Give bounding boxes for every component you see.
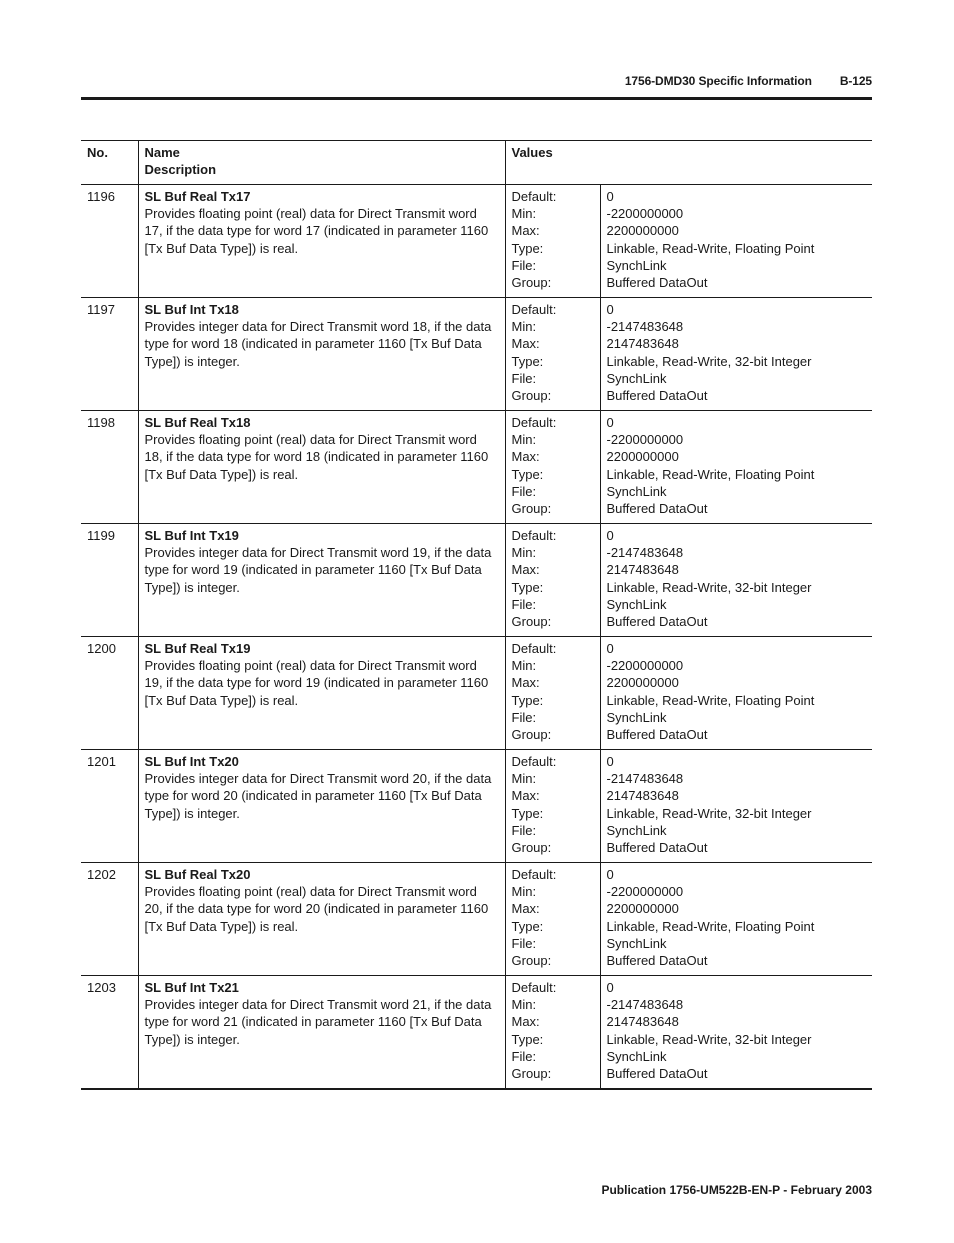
value-cells (600, 750, 872, 863)
label-file: File: (511, 709, 537, 725)
value-file: SynchLink (606, 822, 667, 838)
label-min: Min: (511, 771, 537, 787)
parameter-description: Provides floating point (real) data for Direct Transmit word 20, if the data type for word 20 (indicated in parameter 1160 [Tx Buf Data Type]) is real. (144, 884, 489, 934)
label-max: Max: (511, 788, 540, 804)
label-min: Min: (511, 545, 537, 561)
label-type: Type: (511, 805, 544, 821)
parameter-description: Provides integer data for Direct Transmit word 19, if the data type for word 19 (indicated in parameter 1160 [Tx Buf Data Type]) is integer. (144, 545, 492, 595)
label-min: Min: (511, 432, 537, 448)
label-max: Max: (511, 449, 540, 465)
label-group: Group: (511, 275, 552, 291)
parameter-name: SL Buf Real Tx18 (144, 415, 251, 430)
label-min: Min: (511, 884, 537, 900)
value-max: 2200000000 (606, 901, 679, 917)
table-row (81, 411, 872, 524)
value-max: 2147483648 (606, 336, 679, 352)
parameter-description: Provides floating point (real) data for Direct Transmit word 17, if the data type for word 17 (indicated in parameter 1160 [Tx Buf Data Type]) is real. (144, 206, 489, 256)
label-min: Min: (511, 206, 537, 222)
label-max: Max: (511, 336, 540, 352)
label-group: Group: (511, 953, 552, 969)
parameter-name-cell (138, 411, 505, 524)
value-type: Linkable, Read-Write, Floating Point (606, 240, 815, 256)
parameter-description: Provides integer data for Direct Transmit word 20, if the data type for word 20 (indicated in parameter 1160 [Tx Buf Data Type]) is integer. (144, 771, 492, 821)
value-group: Buffered DataOut (606, 501, 708, 517)
value-file: SynchLink (606, 709, 667, 725)
value-min: -2147483648 (606, 997, 684, 1013)
page-header (81, 74, 872, 88)
value-labels (505, 298, 600, 411)
value-group: Buffered DataOut (606, 727, 708, 743)
label-group: Group: (511, 501, 552, 517)
label-default: Default: (511, 754, 557, 769)
label-max: Max: (511, 901, 540, 917)
value-file: SynchLink (606, 935, 667, 951)
value-min: -2200000000 (606, 206, 684, 222)
value-default: 0 (606, 867, 614, 882)
label-min: Min: (511, 319, 537, 335)
table-row (81, 185, 872, 298)
parameter-number: 1199 (81, 524, 138, 637)
label-type: Type: (511, 1031, 544, 1047)
header-values: Values (505, 141, 872, 185)
label-type: Type: (511, 466, 544, 482)
parameter-name: SL Buf Real Tx19 (144, 641, 251, 656)
value-group: Buffered DataOut (606, 953, 708, 969)
header-no: No. (81, 141, 138, 185)
label-group: Group: (511, 727, 552, 743)
value-labels (505, 524, 600, 637)
parameter-number: 1202 (81, 863, 138, 976)
publication-footer: Publication 1756-UM522B-EN-P - February 2003 (601, 1183, 872, 1197)
value-default: 0 (606, 980, 614, 995)
label-type: Type: (511, 692, 544, 708)
value-group: Buffered DataOut (606, 840, 708, 856)
value-max: 2200000000 (606, 449, 679, 465)
value-labels (505, 637, 600, 750)
value-min: -2147483648 (606, 771, 684, 787)
label-min: Min: (511, 658, 537, 674)
label-type: Type: (511, 579, 544, 595)
value-min: -2200000000 (606, 432, 684, 448)
value-cells (600, 976, 872, 1090)
value-cells (600, 524, 872, 637)
parameter-name-cell (138, 524, 505, 637)
value-max: 2147483648 (606, 562, 679, 578)
parameter-name: SL Buf Real Tx17 (144, 189, 251, 204)
value-file: SynchLink (606, 1048, 667, 1064)
value-file: SynchLink (606, 483, 667, 499)
parameter-name-cell (138, 298, 505, 411)
section-title: 1756-DMD30 Specific Information (624, 74, 812, 88)
label-default: Default: (511, 980, 557, 995)
parameter-description: Provides floating point (real) data for Direct Transmit word 19, if the data type for word 19 (indicated in parameter 1160 [Tx Buf Data Type]) is real. (144, 658, 489, 708)
table-header-row (81, 141, 872, 185)
label-file: File: (511, 257, 537, 273)
value-type: Linkable, Read-Write, 32-bit Integer (606, 353, 812, 369)
label-file: File: (511, 935, 537, 951)
parameter-name: SL Buf Real Tx20 (144, 867, 251, 882)
label-max: Max: (511, 1014, 540, 1030)
label-file: File: (511, 596, 537, 612)
parameter-number: 1203 (81, 976, 138, 1090)
label-default: Default: (511, 415, 557, 430)
value-type: Linkable, Read-Write, 32-bit Integer (606, 579, 812, 595)
value-default: 0 (606, 189, 614, 204)
label-max: Max: (511, 223, 540, 239)
table-row (81, 298, 872, 411)
value-default: 0 (606, 641, 614, 656)
value-max: 2147483648 (606, 1014, 679, 1030)
parameter-name-cell (138, 863, 505, 976)
parameter-name: SL Buf Int Tx19 (144, 528, 239, 543)
parameter-name: SL Buf Int Tx20 (144, 754, 239, 769)
table-row (81, 976, 872, 1090)
table-row (81, 524, 872, 637)
label-file: File: (511, 1048, 537, 1064)
label-type: Type: (511, 240, 544, 256)
value-max: 2200000000 (606, 675, 679, 691)
label-group: Group: (511, 388, 552, 404)
value-type: Linkable, Read-Write, Floating Point (606, 918, 815, 934)
header-description: Description (144, 162, 217, 178)
parameter-number: 1196 (81, 185, 138, 298)
value-cells (600, 185, 872, 298)
value-labels (505, 411, 600, 524)
label-default: Default: (511, 867, 557, 882)
value-min: -2147483648 (606, 545, 684, 561)
value-default: 0 (606, 302, 614, 317)
value-type: Linkable, Read-Write, 32-bit Integer (606, 1031, 812, 1047)
label-max: Max: (511, 562, 540, 578)
value-min: -2200000000 (606, 658, 684, 674)
value-group: Buffered DataOut (606, 275, 708, 291)
label-file: File: (511, 483, 537, 499)
label-type: Type: (511, 918, 544, 934)
label-default: Default: (511, 528, 557, 543)
parameter-description: Provides floating point (real) data for Direct Transmit word 18, if the data type for word 18 (indicated in parameter 1160 [Tx Buf Data Type]) is real. (144, 432, 489, 482)
parameter-rows (81, 185, 872, 1090)
label-default: Default: (511, 189, 557, 204)
header-name-description (138, 141, 505, 185)
value-labels (505, 750, 600, 863)
parameter-number: 1198 (81, 411, 138, 524)
label-file: File: (511, 822, 537, 838)
value-file: SynchLink (606, 370, 667, 386)
value-default: 0 (606, 415, 614, 430)
value-type: Linkable, Read-Write, Floating Point (606, 692, 815, 708)
parameter-description: Provides integer data for Direct Transmit word 21, if the data type for word 21 (indicated in parameter 1160 [Tx Buf Data Type]) is integer. (144, 997, 492, 1047)
parameter-name: SL Buf Int Tx18 (144, 302, 239, 317)
table-row (81, 750, 872, 863)
value-cells (600, 637, 872, 750)
label-type: Type: (511, 353, 544, 369)
value-min: -2200000000 (606, 884, 684, 900)
value-labels (505, 863, 600, 976)
header-rule (81, 97, 872, 100)
value-cells (600, 863, 872, 976)
value-group: Buffered DataOut (606, 388, 708, 404)
value-labels (505, 976, 600, 1090)
label-min: Min: (511, 997, 537, 1013)
table-row (81, 863, 872, 976)
label-group: Group: (511, 840, 552, 856)
parameter-number: 1200 (81, 637, 138, 750)
value-file: SynchLink (606, 596, 667, 612)
label-default: Default: (511, 641, 557, 656)
parameter-name: SL Buf Int Tx21 (144, 980, 239, 995)
page-number: B-125 (839, 74, 872, 88)
value-cells (600, 298, 872, 411)
parameter-name-cell (138, 637, 505, 750)
value-type: Linkable, Read-Write, 32-bit Integer (606, 805, 812, 821)
parameter-name-cell (138, 185, 505, 298)
parameter-description: Provides integer data for Direct Transmit word 18, if the data type for word 18 (indicated in parameter 1160 [Tx Buf Data Type]) is integer. (144, 319, 492, 369)
table-row (81, 637, 872, 750)
label-max: Max: (511, 675, 540, 691)
value-default: 0 (606, 754, 614, 769)
value-type: Linkable, Read-Write, Floating Point (606, 466, 815, 482)
label-group: Group: (511, 1066, 552, 1082)
parameter-name-cell (138, 750, 505, 863)
value-max: 2147483648 (606, 788, 679, 804)
value-cells (600, 411, 872, 524)
value-file: SynchLink (606, 257, 667, 273)
value-labels (505, 185, 600, 298)
parameter-name-cell (138, 976, 505, 1090)
label-default: Default: (511, 302, 557, 317)
parameter-table (81, 140, 872, 1090)
value-default: 0 (606, 528, 614, 543)
header-name: Name (144, 145, 180, 160)
value-max: 2200000000 (606, 223, 679, 239)
value-group: Buffered DataOut (606, 614, 708, 630)
parameter-number: 1201 (81, 750, 138, 863)
parameter-number: 1197 (81, 298, 138, 411)
label-file: File: (511, 370, 537, 386)
value-min: -2147483648 (606, 319, 684, 335)
label-group: Group: (511, 614, 552, 630)
value-group: Buffered DataOut (606, 1066, 708, 1082)
